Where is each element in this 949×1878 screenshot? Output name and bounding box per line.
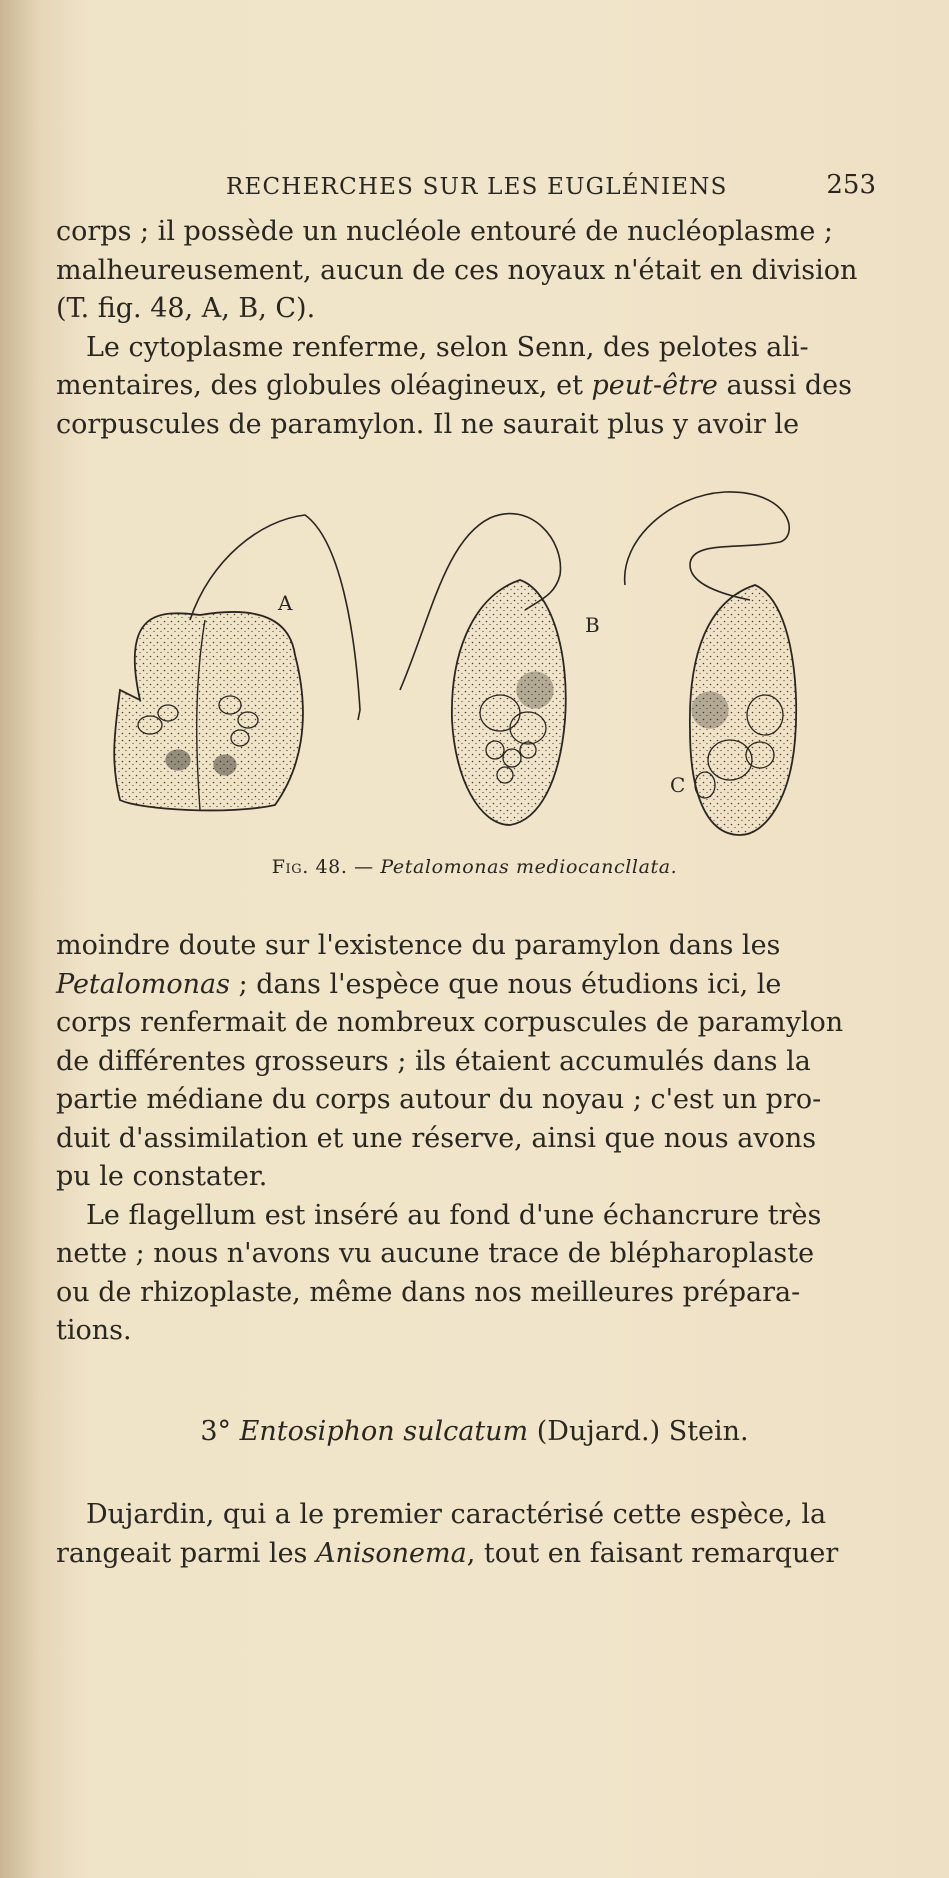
page-number: 253 xyxy=(826,170,876,200)
section-number: 3° xyxy=(200,1416,232,1447)
figure-label-b: B xyxy=(585,613,600,637)
cell-c xyxy=(625,492,797,835)
text-block-bottom xyxy=(56,1496,878,1573)
italic-term: Anisonema xyxy=(315,1537,467,1569)
text-line: Le flagellum est inséré au fond d'une échancrure très xyxy=(86,1199,822,1231)
text-line: corps renfermait de nombreux corpuscules de paramylon xyxy=(56,1007,844,1038)
running-header xyxy=(56,170,876,204)
figure-48 xyxy=(100,480,840,850)
italic-term: peut-être xyxy=(591,370,718,401)
text-line: (T. fig. 48, A, B, C). xyxy=(56,293,316,324)
section-species: Entosiphon sulcatum xyxy=(239,1416,529,1447)
text-line: de différentes grosseurs ; ils étaient accumulés dans la xyxy=(56,1045,811,1077)
petalomonas-illustration xyxy=(100,480,840,850)
text-line: partie médiane du corps autour du noyau ; c'est un pro- xyxy=(56,1084,822,1115)
text-line: pu le constater. xyxy=(56,1161,268,1192)
section-authority: (Dujard.) Stein. xyxy=(536,1416,749,1447)
text-block-top xyxy=(56,213,878,444)
text-line: moindre doute sur l'existence du paramylon dans les xyxy=(56,930,781,961)
caption-species: Petalomonas mediocancllata. xyxy=(380,856,678,878)
paragraph-2 xyxy=(56,329,878,445)
text-line: corps ; il possède un nucléole entouré de nucléoplasme ; xyxy=(56,216,834,247)
text-line: corpuscules de paramylon. Il ne saurait plus y avoir le xyxy=(56,408,800,440)
figure-caption: Fig. 48. — Petalomonas mediocancllata. xyxy=(271,856,678,878)
figure-label-a: A xyxy=(278,591,293,615)
running-title: RECHERCHES SUR LES EUGLÉNIENS xyxy=(226,174,728,200)
text-block-middle xyxy=(56,927,878,1351)
text-line: tions. xyxy=(56,1315,132,1346)
text-line: ou de rhizoplaste, même dans nos meilleures prépara- xyxy=(56,1276,801,1308)
text-line: malheureusement, aucun de ces noyaux n'était en division xyxy=(56,254,858,286)
paragraph-3 xyxy=(56,927,878,1197)
cell-b xyxy=(400,514,600,825)
text-line: rangeait parmi les Anisonema, tout en faisant remarquer xyxy=(56,1537,839,1569)
text-line: duit d'assimilation et une réserve, ainsi que nous avons xyxy=(56,1122,817,1154)
italic-term: Petalomonas xyxy=(56,968,230,1000)
paragraph-1 xyxy=(56,213,878,329)
text-line: Le cytoplasme renferme, selon Senn, des pelotes ali- xyxy=(86,331,809,363)
text-line: nette ; nous n'avons vu aucune trace de blépharoplaste xyxy=(56,1238,815,1269)
text-line: mentaires, des globules oléagineux, et peut-être aussi des xyxy=(56,370,852,401)
paragraph-5 xyxy=(56,1496,878,1573)
section-heading xyxy=(0,1416,949,1447)
text-line: Petalomonas ; dans l'espèce que nous étudions ici, le xyxy=(56,968,782,1000)
text-line: Dujardin, qui a le premier caractérisé cette espèce, la xyxy=(86,1499,827,1530)
figure-label-c: C xyxy=(670,773,686,797)
paragraph-4 xyxy=(56,1197,878,1351)
cell-a xyxy=(114,515,360,810)
